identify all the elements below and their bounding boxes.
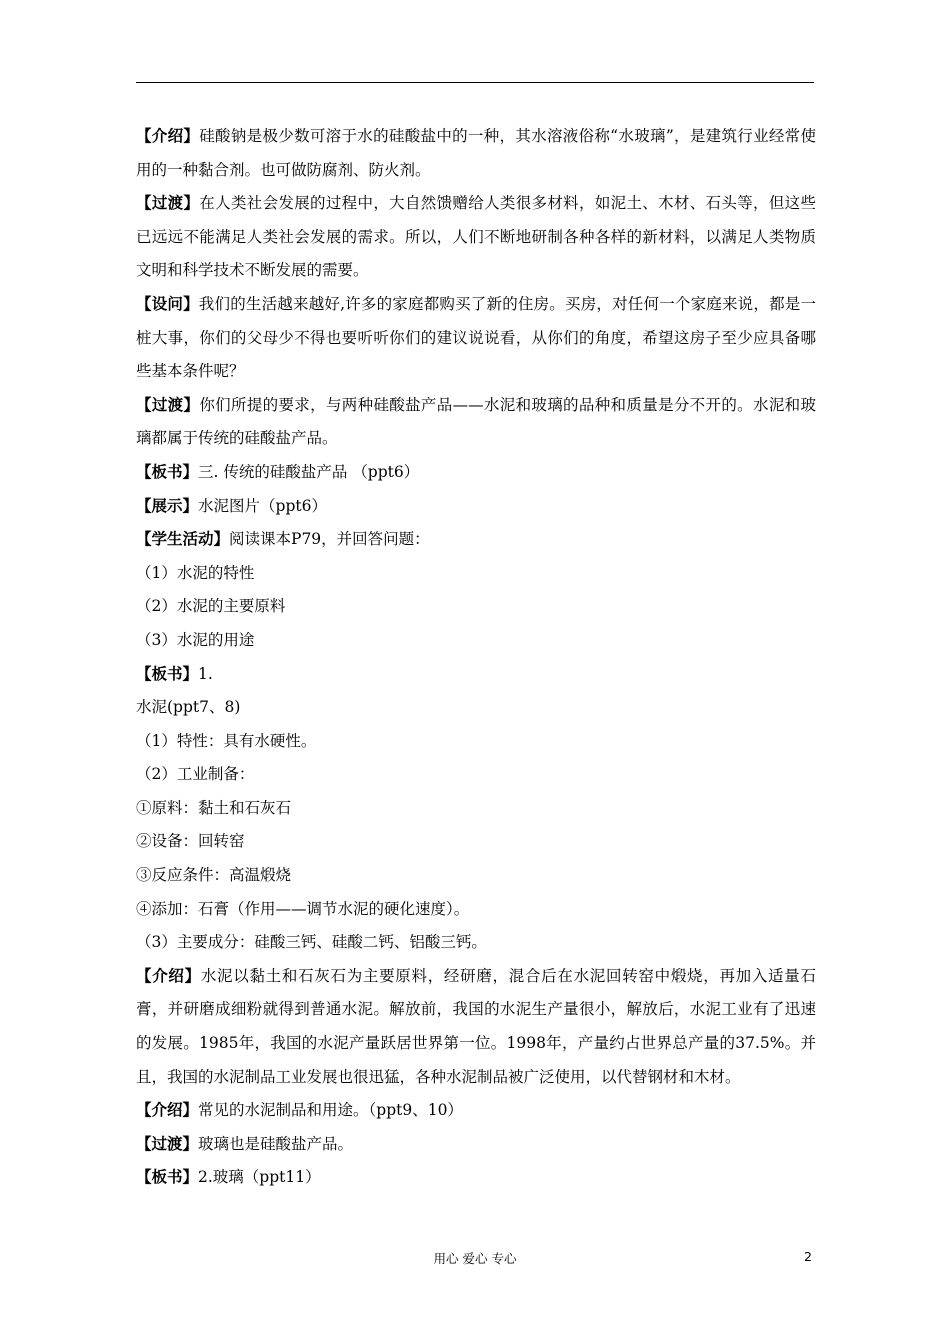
list-item [136,859,816,893]
list-item [136,758,816,792]
paragraph-text: 1. [198,664,213,683]
paragraph-lead: 【过渡】 [136,1134,199,1153]
list-item [136,792,816,826]
list-item [136,557,816,591]
list-item [136,624,816,658]
list-item [136,825,816,859]
paragraph-text: 硅酸钠是极少数可溶于水的硅酸盐中的一种，其水溶液俗称“水玻璃”，是建筑行业经常使用的一种黏合剂。也可做防腐剂、防火剂。 [136,127,816,179]
paragraph-text: 玻璃也是硅酸盐产品。 [198,1134,354,1153]
paragraph-question-housing [136,288,816,389]
list-item [136,926,816,960]
paragraph-text: （1）水泥的特性 [136,563,255,582]
paragraph-transition-materials [136,187,816,288]
list-item [136,691,816,725]
paragraph-lead: 【介绍】 [136,966,201,985]
page-number: 2 [804,1249,812,1264]
paragraph-lead: 【板书】 [136,664,199,683]
paragraph-text: ②设备：回转窑 [136,832,245,851]
paragraph-text: 2.玻璃（ppt11） [198,1168,321,1187]
paragraph-text: （2）水泥的主要原料 [136,597,286,616]
list-item [136,725,816,759]
paragraph-transition-cement-glass [136,389,816,456]
paragraph-lead: 【介绍】 [136,1101,199,1120]
paragraph-text: 我们的生活越来越好,许多的家庭都购买了新的住房。买房，对任何一个家庭来说，都是一桩大事，你们的父母少不得也要听听你们的建议说说看，从你们的角度，希望这房子至少应具备哪些基本条件呢？ [136,294,816,381]
paragraph-text: （1）特性：具有水硬性。 [136,731,317,750]
paragraph-text: ④添加：石膏（作用——调节水泥的硬化速度）。 [136,899,470,918]
paragraph-lead: 【板书】 [136,1168,199,1187]
paragraph-text: 三. 传统的硅酸盐产品 （ppt6） [198,462,420,481]
paragraph-text: 水泥(ppt7、8) [136,698,241,717]
paragraph-intro-cement-products [136,1094,816,1128]
paragraph-text: （2）工业制备： [136,765,255,784]
paragraph-lead: 【过渡】 [136,395,200,414]
page-footer: 用心 爱心 专心 [433,1251,517,1266]
paragraph-text: 在人类社会发展的过程中，大自然馈赠给人类很多材料，如泥土、木材、石头等，但这些已远远不能满足人类社会发展的需求。所以，人们不断地研制各种各样的新材料，以满足人类物质文明和科学技术不断发展的需要。 [136,194,816,280]
list-item [136,590,816,624]
paragraph-lead: 【展示】 [136,496,199,515]
paragraph-lead: 【板书】 [136,462,199,481]
paragraph-student-activity [136,523,816,557]
paragraph-board-glass [136,1161,816,1195]
paragraph-show-cement [136,490,816,524]
paragraph-lead: 【学生活动】 [136,530,230,549]
paragraph-text: （3）主要成分：硅酸三钙、硅酸二钙、铝酸三钙。 [136,933,487,952]
paragraph-board-traditional [136,456,816,490]
list-item [136,893,816,927]
paragraph-text: 阅读课本P79，并回答问题： [229,530,430,549]
paragraph-intro-cement-history [136,960,816,1094]
paragraph-text: 常见的水泥制品和用途。（ppt9、10） [198,1101,463,1120]
paragraph-intro-sodium-silicate [136,120,816,187]
paragraph-text: ③反应条件：高温煅烧 [136,866,292,885]
paragraph-text: ①原料：黏土和石灰石 [136,798,292,817]
paragraph-text: 你们所提的要求，与两种硅酸盐产品——水泥和玻璃的品种和质量是分不开的。水泥和玻璃都属于传统的硅酸盐产品。 [136,395,816,448]
paragraph-lead: 【过渡】 [136,194,200,213]
header-rule [136,82,814,83]
paragraph-board-1 [136,658,816,692]
paragraph-text: 水泥图片（ppt6） [198,496,327,515]
paragraph-transition-glass [136,1128,816,1162]
paragraph-text: （3）水泥的用途 [136,630,255,649]
paragraph-text: 水泥以黏土和石灰石为主要原料，经研磨，混合后在水泥回转窑中煅烧，再加入适量石膏，并研磨成细粉就得到普通水泥。解放前，我国的水泥生产量很小，解放后，水泥工业有了迅速的发展。1985年，我国的水泥产量跃居世界第一位。1998年，产量约占世界总产量的37.5%。并且，我国的水泥制品工业发展也很迅猛，各种水泥制品被广泛使用，以代替钢材和木材。 [136,966,816,1086]
paragraph-lead: 【介绍】 [136,127,200,145]
document-body [136,120,816,1195]
paragraph-lead: 【设问】 [136,294,199,313]
